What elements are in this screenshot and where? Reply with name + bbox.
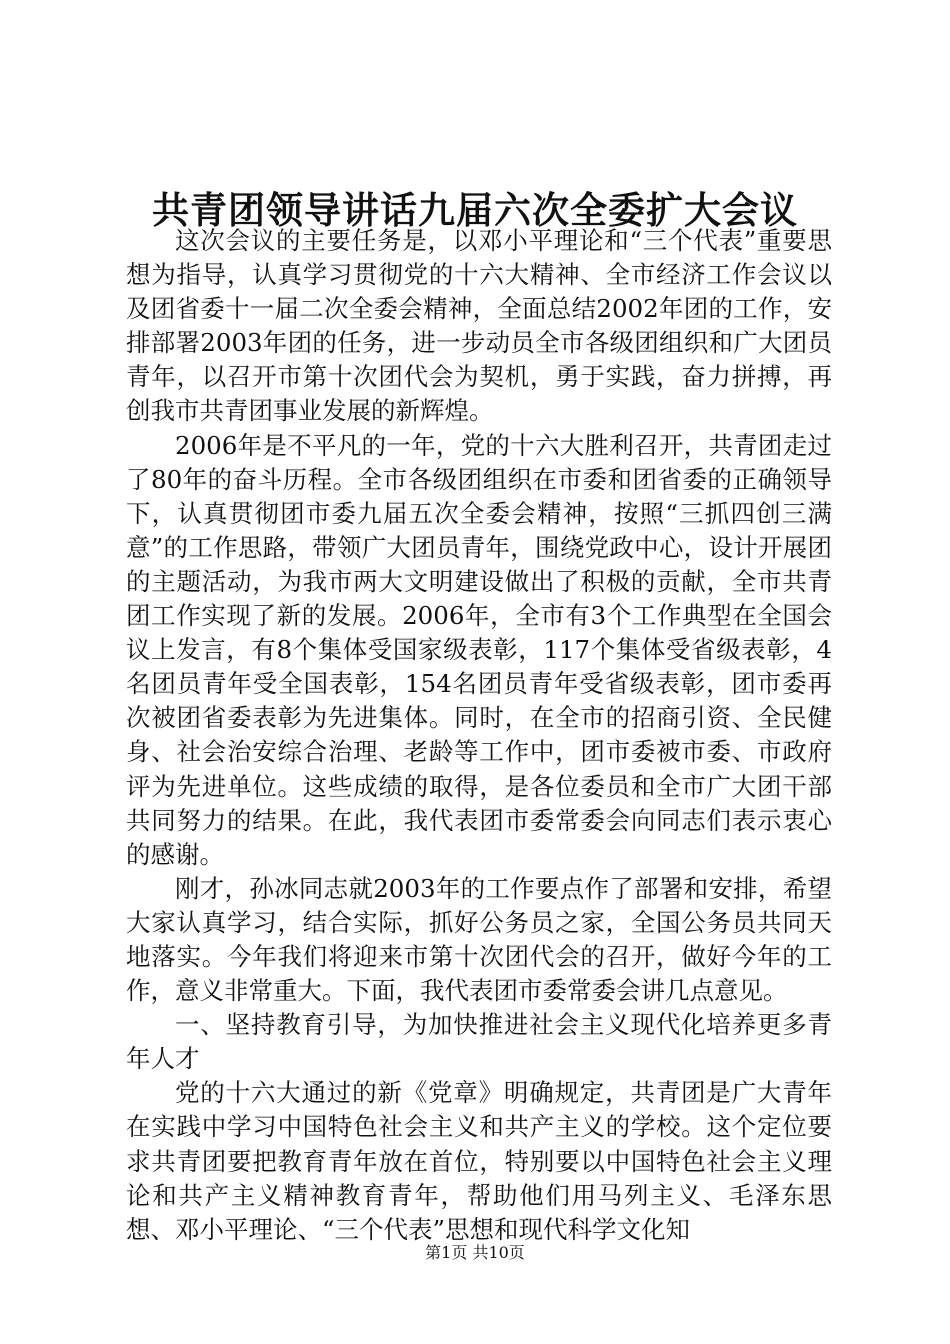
section-heading: 一、坚持教育引导，为加快推进社会主义现代化培养更多青年人才 xyxy=(126,1010,832,1074)
paragraph: 2006年是不平凡的一年，党的十六大胜利召开，共青团走过了80年的奋斗历程。全市各级团组织在市委和团省委的正确领导下，认真贯彻团市委九届五次全委会精神，按照“三抓四创三满意”的工作思路，带领广大团员青年，围绕党政中心，设计开展团的主题活动，为我市两大文明建设做出了积极的贡献，全市共青团工作实现了新的发展。2006年，全市有3个工作典型在全国会议上发言，有8个集体受国家级表彰，117个集体受省级表彰，4名团员青年受全国表彰，154名团员青年受省级表彰，团市委再次被团省委表彰为先进集体。同时，在全市的招商引资、全民健身、社会治安综合治理、老龄等工作中，团市委被市委、市政府评为先进单位。这些成绩的取得，是各位委员和全市广大团干部共同努力的结果。在此，我代表团市委常委会向同志们表示衷心的感谢。 xyxy=(126,430,832,869)
paragraph: 这次会议的主要任务是，以邓小平理论和“三个代表”重要思想为指导，认真学习贯彻党的十六大精神、全市经济工作会议以及团省委十一届二次全委会精神，全面总结2002年团的工作，安排部署2003年团的任务，进一步动员全市各级团组织和广大团员青年，以召开市第十次团代会为契机，勇于实践，奋力拼搏，再创我市共青团事业发展的新辉煌。 xyxy=(126,226,832,426)
paragraph: 刚才，孙冰同志就2003年的工作要点作了部署和安排，希望大家认真学习，结合实际，抓好公务员之家，全国公务员共同天地落实。今年我们将迎来市第十次团代会的召开，做好今年的工作，意义非常重大。下面，我代表团市委常委会讲几点意见。 xyxy=(126,873,832,1006)
paragraph: 党的十六大通过的新《党章》明确规定，共青团是广大青年在实践中学习中国特色社会主义和共产主义的学校。这个定位要求共青团要把教育青年放在首位，特别要以中国特色社会主义理论和共产主义精神教育青年，帮助他们用马列主义、毛泽东思想、邓小平理论、“三个代表”思想和现代科学文化知 xyxy=(126,1078,832,1244)
document-body xyxy=(126,224,832,1247)
page-footer: 第1页 共10页 xyxy=(425,1243,525,1262)
document-title: 共青团领导讲话九届六次全委扩大会议 xyxy=(152,188,798,232)
